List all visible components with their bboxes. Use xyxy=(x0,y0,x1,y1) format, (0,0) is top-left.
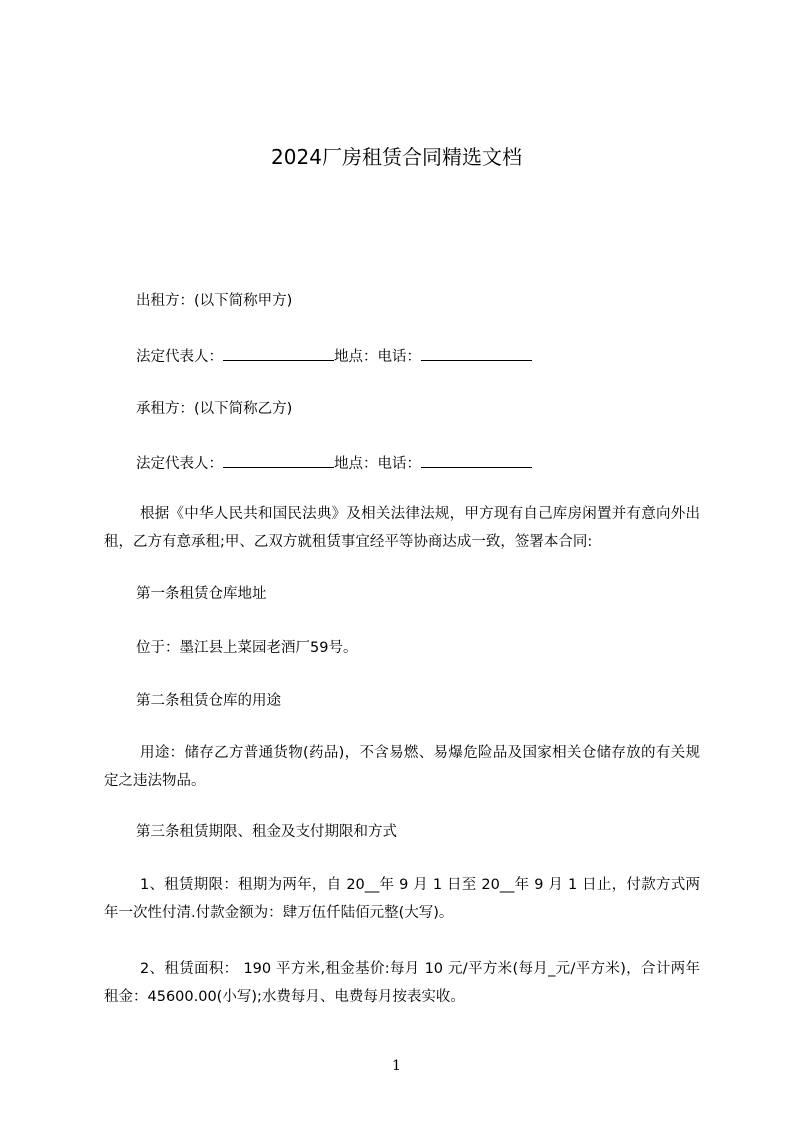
intro-paragraph: 根据《中华人民共和国民法典》及相关法律法规，甲方现有自己库房闲置并有意向外出租，乙方有意承租;甲、乙双方就租赁事宜经平等协商达成一致，签署本合同: xyxy=(104,506,700,550)
document-title: 2024厂房租赁合同精选文档 xyxy=(271,145,522,169)
page-number: 1 xyxy=(392,1058,401,1074)
address-phone-label: 地点：电话： xyxy=(334,456,421,472)
lessor-line: 出租方：(以下简称甲方) xyxy=(136,293,293,309)
phone-blank xyxy=(421,345,532,361)
article-3-item-1: 1、租赁期限：租期为两年，自 20__年 9 月 1 日至 20__年 9 月 1 日止，付款方式两年一次性付清.付款金额为：肆万伍仟陆佰元整(大写)。 xyxy=(104,877,700,921)
phone-blank xyxy=(421,452,532,468)
article-1-body: 位于：墨江县上菜园老酒厂59号。 xyxy=(136,640,358,656)
article-3-heading: 第三条租赁期限、租金及支付期限和方式 xyxy=(136,824,397,840)
representative-blank xyxy=(223,452,334,468)
article-3-item-2: 2、租赁面积： 190 平方米,租金基价:每月 10 元/平方米(每月_元/平方米)，合计两年租金：45600.00(小写);水费每月、电费每月按表实收。 xyxy=(104,961,700,1005)
lessor-representative-line xyxy=(136,345,532,367)
address-phone-label: 地点：电话： xyxy=(334,349,421,365)
article-2-heading: 第二条租赁仓库的用途 xyxy=(136,693,281,709)
article-1-heading: 第一条租赁仓库地址 xyxy=(136,586,267,602)
representative-label: 法定代表人： xyxy=(136,349,223,365)
lessee-representative-line xyxy=(136,452,532,474)
lessee-line: 承租方：(以下简称乙方) xyxy=(136,401,293,417)
article-2-body: 用途：储存乙方普通货物(药品)，不含易燃、易爆危险品及国家相关仓储存放的有关规定之违法物品。 xyxy=(104,745,700,789)
representative-blank xyxy=(223,345,334,361)
representative-label: 法定代表人： xyxy=(136,456,223,472)
